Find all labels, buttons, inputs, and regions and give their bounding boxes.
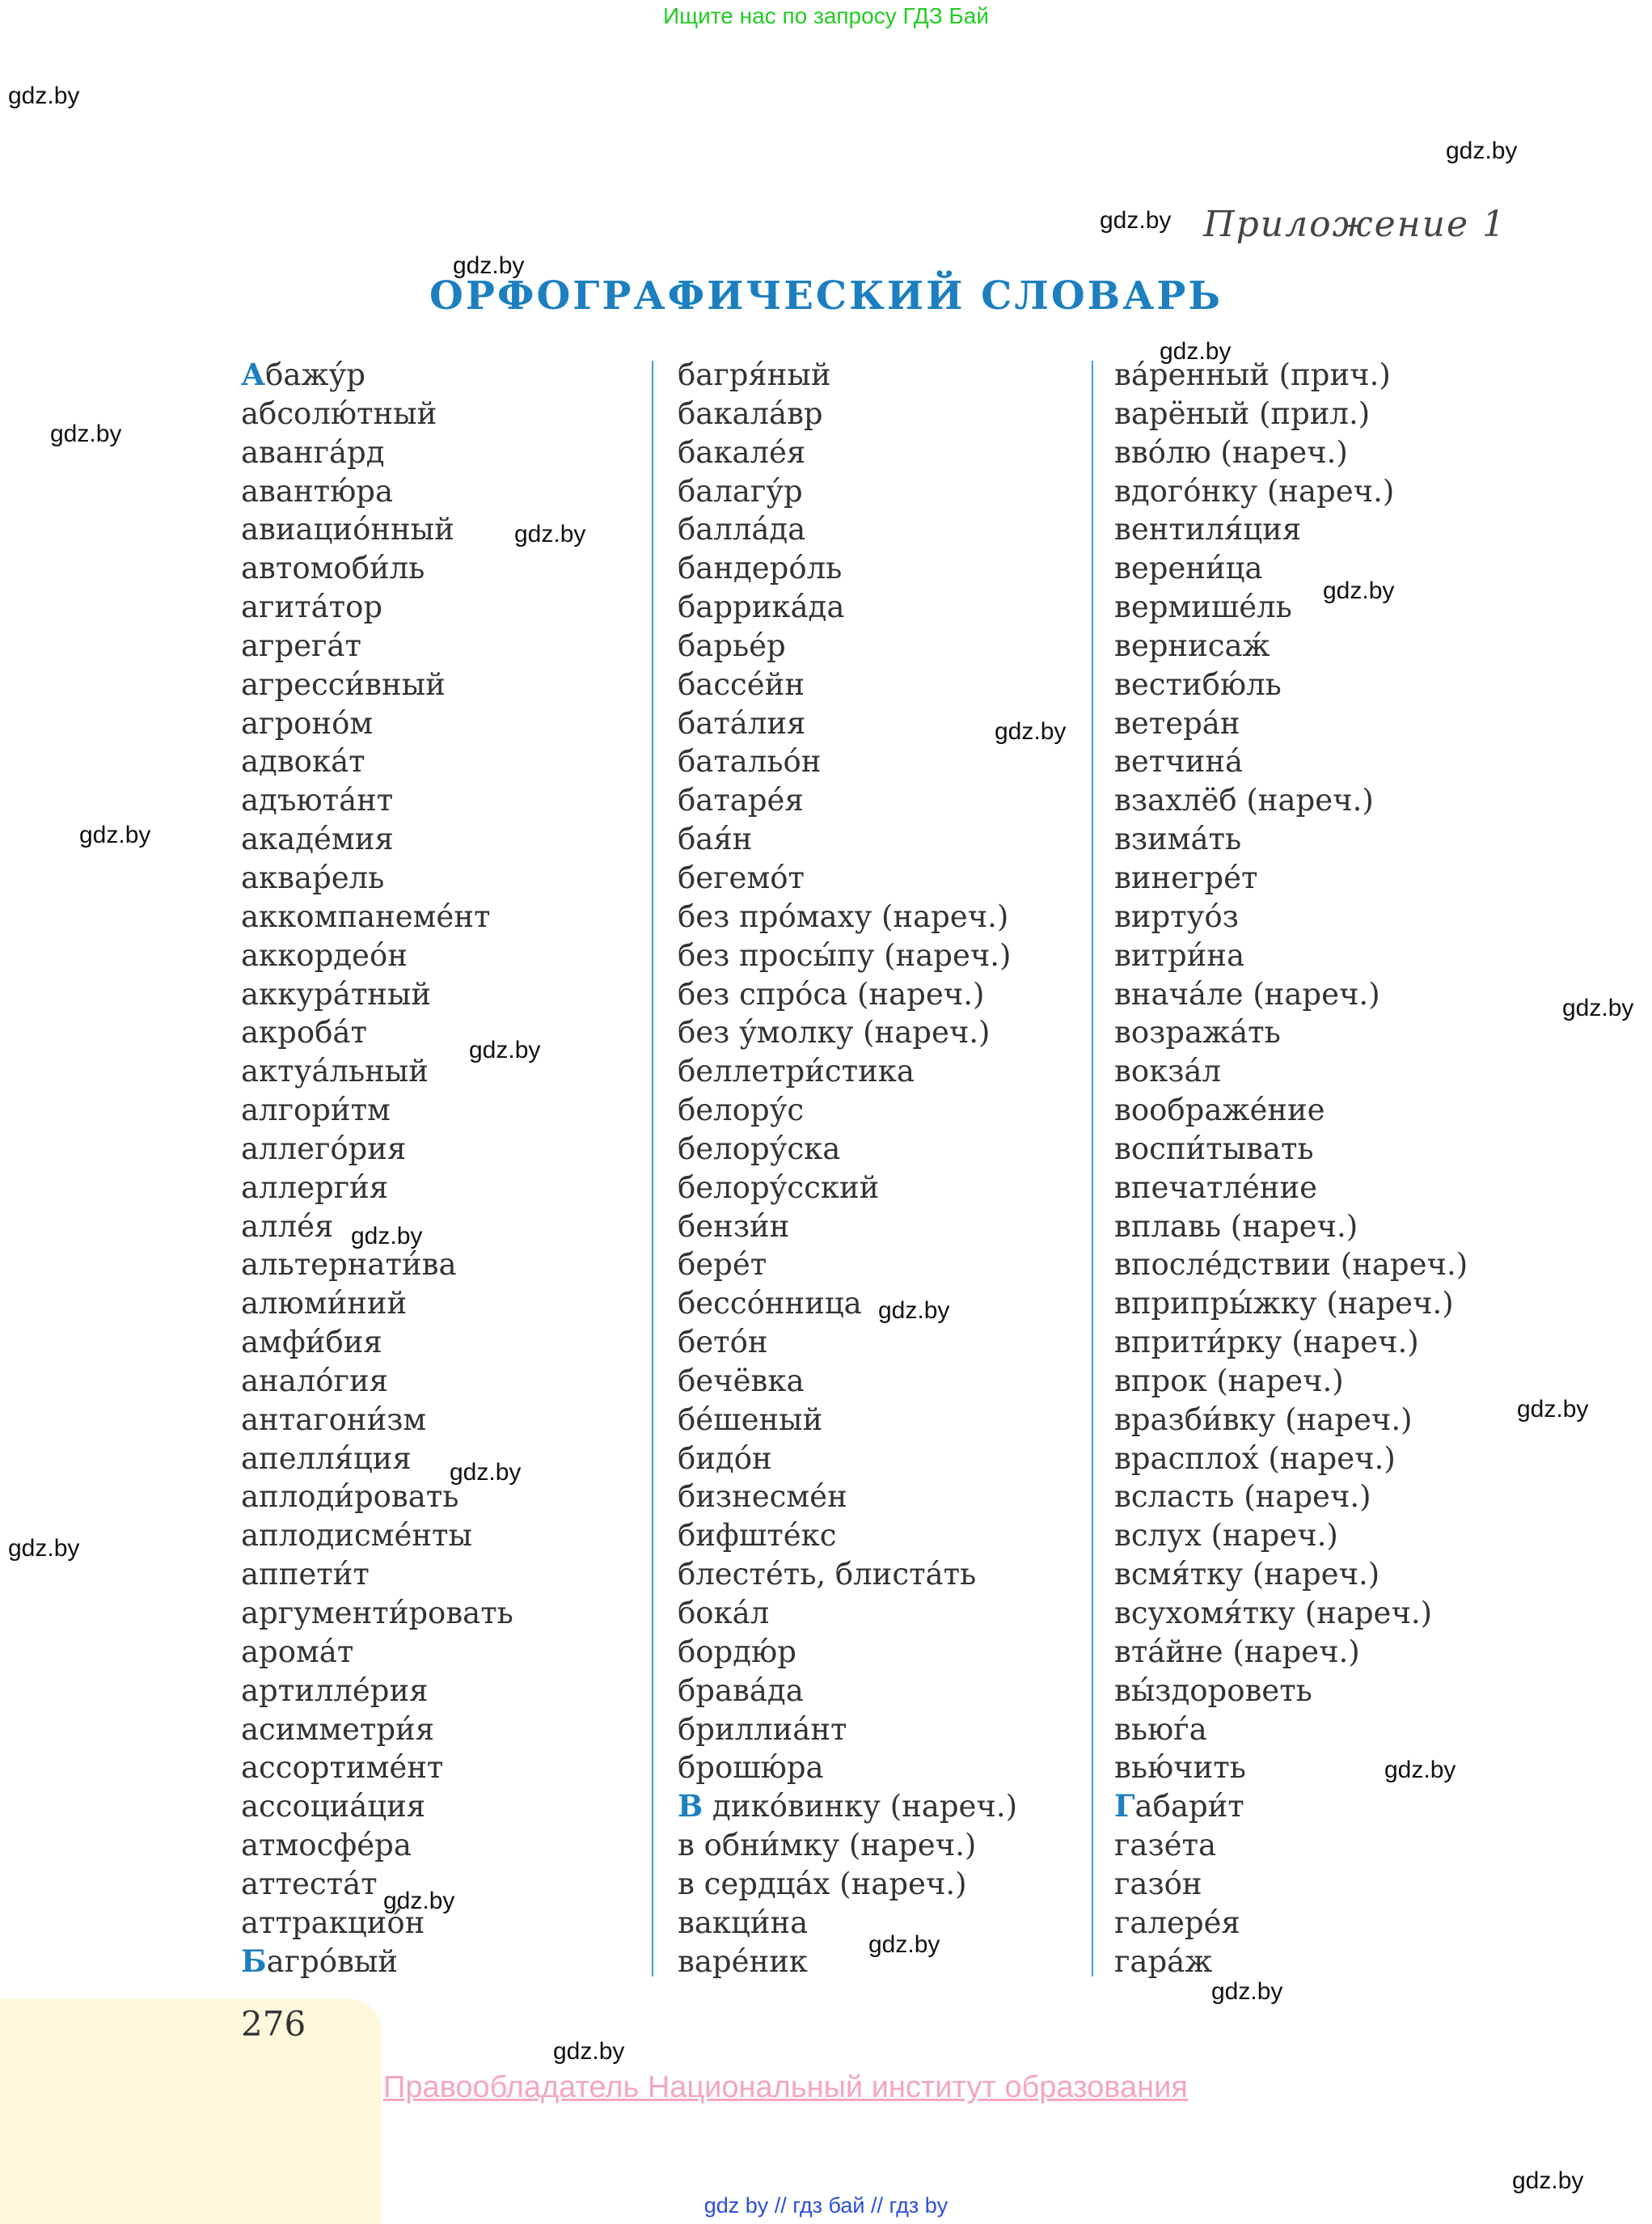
dictionary-entry	[241, 1401, 513, 1440]
dictionary-entry	[678, 1710, 1017, 1749]
entry-word: бордю́р	[678, 1634, 796, 1669]
dictionary-entry	[241, 1362, 513, 1401]
dictionary-entry	[678, 1440, 1017, 1478]
dictionary-entry	[1114, 704, 1468, 743]
entry-word: врасплох́ (нареч.)	[1114, 1440, 1396, 1476]
dictionary-entry	[678, 1323, 1017, 1362]
dictionary-entry	[678, 1052, 1017, 1091]
entry-word: актуа́льный	[241, 1054, 429, 1089]
watermark: gdz.by	[878, 1297, 950, 1324]
dictionary-entry	[678, 1169, 1017, 1207]
dictionary-entry	[241, 1710, 513, 1749]
dictionary-entry	[1114, 1207, 1468, 1246]
dictionary-entry	[1114, 1478, 1468, 1516]
entry-word: впосле́дствии (нареч.)	[1114, 1247, 1468, 1283]
entry-word: вакци́на	[678, 1905, 809, 1940]
dictionary-entry	[1114, 1401, 1468, 1440]
dictionary-entry	[1114, 510, 1468, 549]
watermark: gdz.by	[1160, 338, 1232, 365]
dictionary-entry	[1114, 1787, 1468, 1826]
entry-word: гара́ж	[1114, 1943, 1213, 1979]
entry-word: бажу́р	[265, 357, 365, 392]
watermark: gdz.by	[8, 1535, 80, 1562]
dictionary-entry	[678, 666, 1017, 704]
entry-word: взахлёб (нареч.)	[1114, 783, 1374, 818]
dictionary-entry	[1114, 1594, 1468, 1633]
section-letter: А	[241, 357, 266, 392]
entry-word: газо́н	[1114, 1866, 1202, 1901]
watermark: gdz.by	[450, 1459, 522, 1486]
entry-word: брошю́ра	[678, 1750, 824, 1786]
dictionary-entry	[1114, 1865, 1468, 1904]
dictionary-entry	[678, 1904, 1017, 1943]
entry-word: блесте́ть, блиста́ть	[678, 1557, 977, 1592]
entry-word: галере́я	[1114, 1905, 1240, 1940]
dictionary-entry	[241, 627, 513, 666]
watermark: gdz.by	[995, 718, 1067, 745]
entry-word: бата́лия	[678, 705, 806, 741]
entry-word: аллего́рия	[241, 1131, 407, 1166]
dictionary-entry	[241, 1052, 513, 1091]
watermark: gdz.by	[453, 252, 525, 279]
dictionary-entry	[1114, 588, 1468, 627]
dictionary-entry	[1114, 1710, 1468, 1749]
dictionary-entry	[1114, 1516, 1468, 1555]
entry-word: бока́л	[678, 1596, 770, 1630]
column-divider	[652, 361, 653, 1977]
entry-word: ветера́н	[1114, 705, 1240, 741]
entry-word: акаде́мия	[241, 822, 394, 857]
entry-word: внача́ле (нареч.)	[1114, 976, 1380, 1012]
entry-word: вернисаж́	[1114, 628, 1270, 663]
dictionary-entry	[1114, 472, 1468, 511]
dictionary-entry	[678, 1362, 1017, 1401]
entry-word: варёный (прил.)	[1114, 395, 1371, 431]
entry-word: бе́шеный	[678, 1402, 823, 1437]
entry-word: авантю́ра	[241, 473, 394, 509]
dictionary-entry	[1114, 1943, 1468, 1981]
entry-word: балла́да	[678, 512, 806, 548]
dictionary-entry	[1114, 1091, 1468, 1130]
dictionary-entry	[241, 549, 513, 588]
entry-word: анало́гия	[241, 1363, 388, 1398]
dictionary-entry	[241, 975, 513, 1014]
entry-word: алюми́ний	[241, 1286, 408, 1321]
entry-word: вокза́л	[1114, 1054, 1221, 1089]
dictionary-entry	[678, 1633, 1017, 1672]
dictionary-entry	[1114, 1440, 1468, 1478]
entry-word: барье́р	[678, 628, 786, 663]
dictionary-entry	[1114, 937, 1468, 975]
dictionary-entry	[678, 859, 1017, 898]
dictionary-column-1	[241, 356, 513, 1981]
dictionary-entry	[678, 395, 1017, 433]
dictionary-entry	[241, 1323, 513, 1362]
dictionary-entry	[241, 1516, 513, 1555]
dictionary-entry	[241, 1130, 513, 1169]
entry-word: бензи́н	[678, 1208, 790, 1244]
entry-word: вприпры́жку (нареч.)	[1114, 1286, 1454, 1321]
dictionary-entry	[241, 1748, 513, 1787]
dictionary-entry	[241, 1091, 513, 1130]
dictionary-entry	[241, 1904, 513, 1943]
entry-word: бере́т	[678, 1247, 767, 1283]
dictionary-entry	[1114, 666, 1468, 704]
entry-word: вермише́ль	[1114, 590, 1292, 625]
entry-word: без спро́са (нареч.)	[678, 976, 985, 1012]
dictionary-entry	[678, 1401, 1017, 1440]
entry-word: вта́йне (нареч.)	[1114, 1634, 1360, 1669]
dictionary-entry	[678, 1672, 1017, 1710]
dictionary-entry	[1114, 1323, 1468, 1362]
watermark: gdz.by	[79, 822, 151, 848]
entry-word: дико́винку (нареч.)	[703, 1789, 1018, 1824]
entry-word: альтернати́ва	[241, 1247, 457, 1283]
entry-word: апелля́ция	[241, 1440, 412, 1476]
dictionary-entry	[1114, 1013, 1468, 1052]
entry-word: витри́на	[1114, 937, 1245, 973]
entry-word: аттракцио́н	[241, 1905, 425, 1940]
entry-word: белору́с	[678, 1093, 805, 1128]
entry-word: автомоби́ль	[241, 551, 425, 586]
entry-word: взима́ть	[1114, 822, 1242, 857]
appendix-label: Приложение 1	[1203, 204, 1506, 245]
entry-word: артилле́рия	[241, 1672, 429, 1708]
dictionary-entry	[241, 1672, 513, 1710]
entry-word: бессо́нница	[678, 1286, 862, 1321]
dictionary-entry	[1114, 1826, 1468, 1865]
entry-word: адъюта́нт	[241, 783, 394, 818]
entry-word: всласть (нареч.)	[1114, 1479, 1371, 1515]
watermark: gdz.by	[8, 82, 80, 109]
watermark: gdz.by	[1100, 207, 1172, 234]
dictionary-entry	[678, 1284, 1017, 1323]
dictionary-entry	[1114, 859, 1468, 898]
dictionary-entry	[678, 742, 1017, 781]
dictionary-entry	[241, 472, 513, 511]
entry-word: вестибю́ль	[1114, 666, 1282, 702]
dictionary-entry	[678, 1865, 1017, 1904]
dictionary-entry	[1114, 1130, 1468, 1169]
dictionary-entry	[1114, 742, 1468, 781]
entry-word: аппети́т	[241, 1557, 370, 1592]
entry-word: аттеста́т	[241, 1866, 378, 1901]
dictionary-entry	[1114, 549, 1468, 588]
watermark: gdz.by	[469, 1037, 541, 1063]
dictionary-entry	[678, 1787, 1017, 1826]
dictionary-entry	[678, 549, 1017, 588]
entry-word: вразби́вку (нареч.)	[1114, 1402, 1413, 1437]
dictionary-entry	[678, 1245, 1017, 1284]
dictionary-entry	[678, 433, 1017, 472]
dictionary-entry	[241, 1013, 513, 1052]
dictionary-entry	[241, 1169, 513, 1207]
dictionary-entry	[241, 898, 513, 937]
entry-word: баррика́да	[678, 590, 845, 625]
entry-word: вплавь (нареч.)	[1114, 1208, 1358, 1244]
dictionary-entry	[1114, 433, 1468, 472]
dictionary-entry	[241, 510, 513, 549]
dictionary-entry	[241, 1594, 513, 1633]
entry-word: всмя́тку (нареч.)	[1114, 1557, 1380, 1592]
dictionary-entry	[1114, 781, 1468, 820]
watermark: gdz.by	[1211, 1978, 1283, 2005]
entry-word: брава́да	[678, 1672, 804, 1708]
top-banner[interactable]: Ищите нас по запросу ГДЗ Бай	[662, 3, 990, 28]
entry-word: агита́тор	[241, 590, 383, 625]
entry-word: возража́ть	[1114, 1015, 1281, 1051]
dictionary-entry	[678, 356, 1017, 395]
entry-word: газе́та	[1114, 1828, 1217, 1863]
dictionary-entry	[241, 1555, 513, 1594]
entry-word: ветчина́	[1114, 744, 1244, 780]
dictionary-entry	[678, 1516, 1017, 1555]
dictionary-entry	[1114, 1362, 1468, 1401]
dictionary-entry	[1114, 820, 1468, 859]
dictionary-entry	[1114, 1633, 1468, 1672]
corner-tab	[0, 1999, 382, 2224]
dictionary-entry	[241, 1284, 513, 1323]
entry-word: абсолю́тный	[241, 395, 437, 431]
entry-word: батаре́я	[678, 783, 804, 818]
entry-word: воображе́ние	[1114, 1093, 1325, 1128]
dictionary-entry	[1114, 627, 1468, 666]
dictionary-entry	[1114, 1904, 1468, 1943]
dictionary-entry	[678, 588, 1017, 627]
dictionary-entry	[678, 1594, 1017, 1633]
entry-word: без у́молку (нареч.)	[678, 1015, 991, 1051]
dictionary-entry	[678, 510, 1017, 549]
watermark: gdz.by	[1446, 137, 1518, 164]
dictionary-entry	[1114, 395, 1468, 433]
dictionary-entry	[241, 859, 513, 898]
entry-word: балагу́р	[678, 473, 803, 509]
entry-word: впечатле́ние	[1114, 1169, 1317, 1205]
entry-word: алле́я	[241, 1208, 334, 1244]
watermark: gdz.by	[1512, 2167, 1584, 2194]
dictionary-entry	[241, 1633, 513, 1672]
entry-word: алгори́тм	[241, 1093, 391, 1128]
dictionary-entry	[1114, 1672, 1468, 1710]
watermark: gdz.by	[1562, 995, 1634, 1021]
entry-word: бакале́я	[678, 434, 806, 470]
dictionary-entry	[1114, 975, 1468, 1014]
dictionary-entry	[678, 1555, 1017, 1594]
entry-word: амфи́бия	[241, 1325, 382, 1360]
entry-word: агроно́м	[241, 705, 374, 741]
dictionary-entry	[1114, 1169, 1468, 1207]
entry-word: авиацио́нный	[241, 512, 454, 548]
dictionary-entry	[241, 1440, 513, 1478]
page-number: 276	[241, 2004, 306, 2044]
entry-word: бриллиа́нт	[678, 1711, 847, 1747]
entry-word: бассе́йн	[678, 666, 805, 702]
entry-word: аккура́тный	[241, 976, 432, 1012]
entry-word: белору́сский	[678, 1169, 880, 1205]
entry-word: агресси́вный	[241, 666, 446, 702]
entry-word: воспи́тывать	[1114, 1131, 1314, 1166]
entry-word: в обни́мку (нареч.)	[678, 1828, 977, 1863]
footer-links[interactable]: gdz by // гдз бай // гдз by	[703, 2193, 949, 2218]
entry-word: ассоциа́ция	[241, 1789, 426, 1824]
dictionary-entry	[241, 1865, 513, 1904]
section-letter: Г	[1114, 1788, 1135, 1824]
dictionary-entry	[678, 704, 1017, 743]
entry-word: бето́н	[678, 1325, 768, 1360]
dictionary-entry	[678, 1130, 1017, 1169]
dictionary-entry	[678, 627, 1017, 666]
entry-word: антагони́зм	[241, 1402, 427, 1437]
watermark: gdz.by	[514, 521, 586, 548]
watermark: gdz.by	[553, 2038, 625, 2065]
dictionary-entry	[678, 472, 1017, 511]
dictionary-column-3	[1114, 356, 1468, 1981]
entry-word: впрок (нареч.)	[1114, 1363, 1344, 1398]
dictionary-column-2	[678, 356, 1017, 1981]
entry-word: варе́ник	[678, 1943, 808, 1979]
entry-word: без просы́пу (нареч.)	[678, 937, 1012, 973]
entry-word: бандеро́ль	[678, 551, 843, 586]
entry-word: бидо́н	[678, 1440, 772, 1476]
watermark: gdz.by	[383, 1888, 455, 1914]
entry-word: аккомпанеме́нт	[241, 898, 491, 934]
dictionary-entry	[241, 1826, 513, 1865]
entry-word: аргументи́ровать	[241, 1596, 513, 1630]
watermark: gdz.by	[1384, 1757, 1456, 1783]
entry-word: вслух (нареч.)	[1114, 1518, 1338, 1554]
watermark: gdz.by	[1517, 1396, 1589, 1423]
entry-word: аплоди́ровать	[241, 1479, 459, 1515]
dictionary-entry	[678, 975, 1017, 1014]
entry-word: вью́чить	[1114, 1750, 1246, 1786]
entry-word: вво́лю (нареч.)	[1114, 434, 1348, 470]
dictionary-entry	[241, 395, 513, 433]
dictionary-entry	[241, 433, 513, 472]
entry-word: вприти́рку (нареч.)	[1114, 1325, 1419, 1360]
entry-word: бакала́вр	[678, 395, 823, 431]
dictionary-entry	[678, 1748, 1017, 1787]
entry-word: вентиля́ция	[1114, 512, 1302, 548]
dictionary-entry	[241, 1943, 513, 1981]
entry-word: аплодисме́нты	[241, 1518, 472, 1554]
entry-word: вы́здороветь	[1114, 1672, 1312, 1708]
entry-word: аквар́ель	[241, 860, 385, 895]
entry-word: ассортиме́нт	[241, 1750, 444, 1786]
rights-holder-link[interactable]: Правообладатель Национальный институт образования	[383, 2070, 1188, 2104]
dictionary-entry	[241, 356, 513, 395]
entry-word: адвока́т	[241, 744, 365, 780]
entry-word: бая́н	[678, 822, 753, 857]
entry-word: вдого́нку (нареч.)	[1114, 473, 1395, 509]
entry-word: асимметри́я	[241, 1711, 435, 1747]
entry-word: ва́ренный (прич.)	[1114, 357, 1391, 392]
dictionary-entry	[241, 1245, 513, 1284]
section-letter: В	[678, 1788, 703, 1824]
entry-word: бифште́кс	[678, 1518, 837, 1554]
entry-word: белору́ска	[678, 1131, 841, 1166]
dictionary-entry	[241, 820, 513, 859]
entry-word: беллетри́стика	[678, 1054, 915, 1089]
entry-word: бечёвка	[678, 1363, 805, 1398]
dictionary-entry	[1114, 1052, 1468, 1091]
dictionary-entry	[1114, 898, 1468, 937]
dictionary-entry	[678, 1013, 1017, 1052]
dictionary-entry	[1114, 1284, 1468, 1323]
entry-word: багря́ный	[678, 357, 831, 392]
entry-word: аккордео́н	[241, 937, 408, 973]
entry-word: вьюѓа	[1114, 1711, 1207, 1747]
entry-word: агрега́т	[241, 628, 361, 663]
dictionary-entry	[241, 666, 513, 704]
dictionary-entry	[241, 781, 513, 820]
dictionary-entry	[1114, 1555, 1468, 1594]
entry-word: акроба́т	[241, 1015, 367, 1051]
entry-word: абари́т	[1134, 1789, 1244, 1824]
dictionary-entry	[241, 1478, 513, 1516]
entry-word: винегре́т	[1114, 860, 1258, 895]
entry-word: агро́вый	[266, 1943, 398, 1979]
entry-word: в сердца́х (нареч.)	[678, 1866, 967, 1901]
entry-word: виртуо́з	[1114, 898, 1239, 934]
watermark: gdz.by	[868, 1931, 940, 1958]
dictionary-entry	[1114, 1245, 1468, 1284]
dictionary-entry	[678, 898, 1017, 937]
entry-word: всухомя́тку (нареч.)	[1114, 1596, 1433, 1630]
dictionary-entry	[678, 1207, 1017, 1246]
watermark: gdz.by	[1323, 577, 1395, 604]
section-letter: Б	[241, 1943, 267, 1979]
dictionary-entry	[678, 1091, 1017, 1130]
dictionary-title: ОРФОГРАФИЧЕСКИЙ СЛОВАРЬ	[429, 273, 1223, 319]
dictionary-entry	[678, 937, 1017, 975]
entry-word: атмосфе́ра	[241, 1828, 412, 1863]
entry-word: арома́т	[241, 1634, 354, 1669]
dictionary-entry	[1114, 1748, 1468, 1787]
dictionary-entry	[678, 1478, 1017, 1516]
dictionary-entry	[678, 781, 1017, 820]
dictionary-entry	[241, 588, 513, 627]
entry-word: аллерги́я	[241, 1169, 389, 1205]
dictionary-entry	[678, 1943, 1017, 1981]
entry-word: аванга́рд	[241, 434, 385, 470]
dictionary-entry	[241, 937, 513, 975]
dictionary-entry	[678, 1826, 1017, 1865]
entry-word: без про́маху (нареч.)	[678, 898, 1009, 934]
watermark: gdz.by	[50, 421, 122, 447]
watermark: gdz.by	[351, 1223, 423, 1249]
column-divider	[1092, 361, 1093, 1977]
dictionary-entry	[241, 742, 513, 781]
dictionary-entry	[241, 1207, 513, 1246]
dictionary-entry	[241, 704, 513, 743]
entry-word: батальо́н	[678, 744, 822, 780]
dictionary-entry	[241, 1787, 513, 1826]
dictionary-entry	[1114, 356, 1468, 395]
entry-word: бизнесме́н	[678, 1479, 847, 1515]
dictionary-entry	[678, 820, 1017, 859]
entry-word: верени́ца	[1114, 551, 1263, 586]
entry-word: бегемо́т	[678, 860, 805, 895]
